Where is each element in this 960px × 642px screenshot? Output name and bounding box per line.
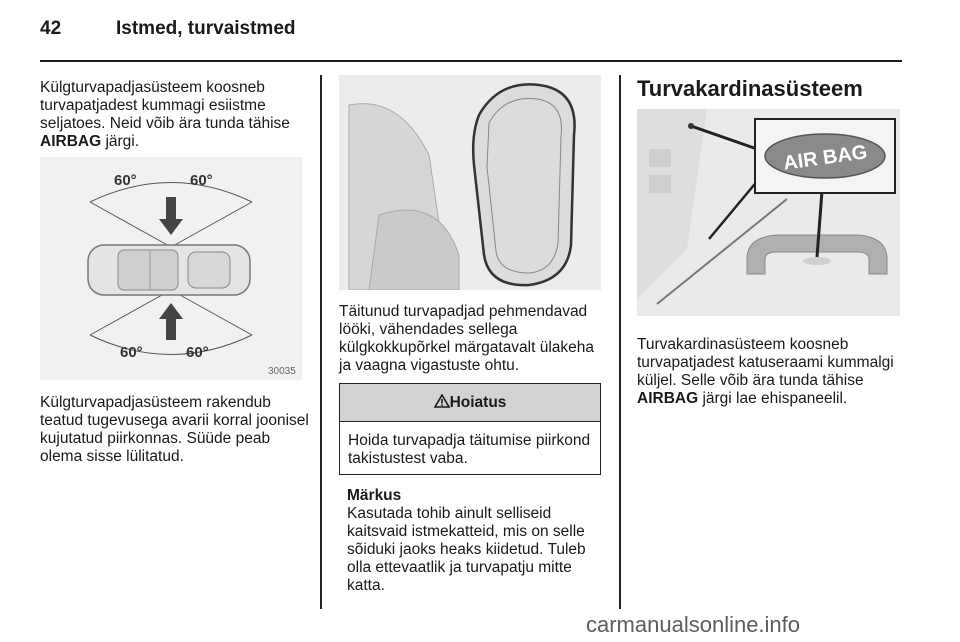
- page-number: 42: [40, 18, 62, 39]
- page-title: Istmed, turvaistmed: [116, 18, 296, 39]
- side-airbag-coverage-figure: [40, 157, 302, 380]
- curtain-airbag-heading: Turvakardinasüsteem: [637, 76, 863, 101]
- curtain-airbag-figure: [637, 109, 900, 316]
- note-title: Märkus: [347, 487, 402, 504]
- warning-box: [339, 383, 601, 475]
- warning-header: [340, 384, 600, 422]
- coverage-diagram: [40, 157, 302, 380]
- col1-deploy-text: Külgturvapadjasüsteem rakendub teatud tugevusega avarii korral joonisel kujutatud piirkonnas. Süüde peab olema sisse lülitatud.: [40, 394, 309, 465]
- header-rule: [40, 60, 902, 62]
- warning-triangle-icon: [434, 394, 450, 408]
- col3-text-suffix: järgi lae ehispaneelil.: [698, 390, 848, 407]
- note-text: Kasutada tohib ainult selliseid kaitsvaid istmekatteid, mis on selle sõiduki jaoks heaks kiidetud. Tuleb olla ettevaatlik ja turvapatju mitte katta.: [347, 505, 586, 594]
- side-airbag-photo: [339, 75, 601, 290]
- col3-text: [637, 336, 905, 408]
- note-section: [347, 487, 602, 595]
- inflated-side-airbag-illustration: [339, 75, 601, 290]
- watermark: carmanualsonline.info: [586, 612, 801, 637]
- col2-inflated-text: Täitunud turvapadjad pehmendavad lööki, vähendades sellega külgkokkupõrkel märgatavalt ülakeha ja vaagna vigastuste ohtu.: [339, 303, 595, 374]
- impact-arrow-top-icon: [159, 197, 183, 235]
- column-divider-2: [619, 75, 621, 609]
- airbag-badge-text: AIR BAG: [781, 141, 869, 175]
- car-top-view-icon: [88, 245, 250, 295]
- angle-top-right: 60°: [190, 172, 213, 189]
- col3-text-prefix: Turvakardinasüsteem koosneb turvapatjadest katuseraami kummalgi küljel. Selle võib ära tunda tähise: [637, 336, 894, 389]
- column-divider-1: [320, 75, 322, 609]
- col2-inflated: [339, 303, 609, 375]
- airbag-label-2: AIRBAG: [637, 390, 699, 407]
- figure-code: 30035: [268, 366, 296, 377]
- col1-intro-text: Külgturvapadjasüsteem koosneb turvapatjadest kummagi esiistme seljatoes. Neid võib ära tunda tähise: [40, 79, 290, 132]
- col1-intro-suffix: järgi.: [101, 133, 140, 150]
- col1-intro: [40, 79, 312, 151]
- warning-title: Hoiatus: [449, 394, 507, 411]
- angle-top-left: 60°: [114, 172, 137, 189]
- warning-body: Hoida turvapadja täitumise piirkond takistustest vaba.: [348, 432, 591, 467]
- impact-arrow-bottom-icon: [159, 303, 183, 340]
- airbag-badge-icon: [755, 119, 895, 193]
- page-header: [40, 18, 296, 40]
- roof-frame-illustration: [637, 109, 900, 316]
- angle-bottom-right: 60°: [186, 344, 209, 361]
- airbag-label: AIRBAG: [40, 133, 102, 150]
- col1-deploy: [40, 394, 315, 466]
- angle-bottom-left: 60°: [120, 344, 143, 361]
